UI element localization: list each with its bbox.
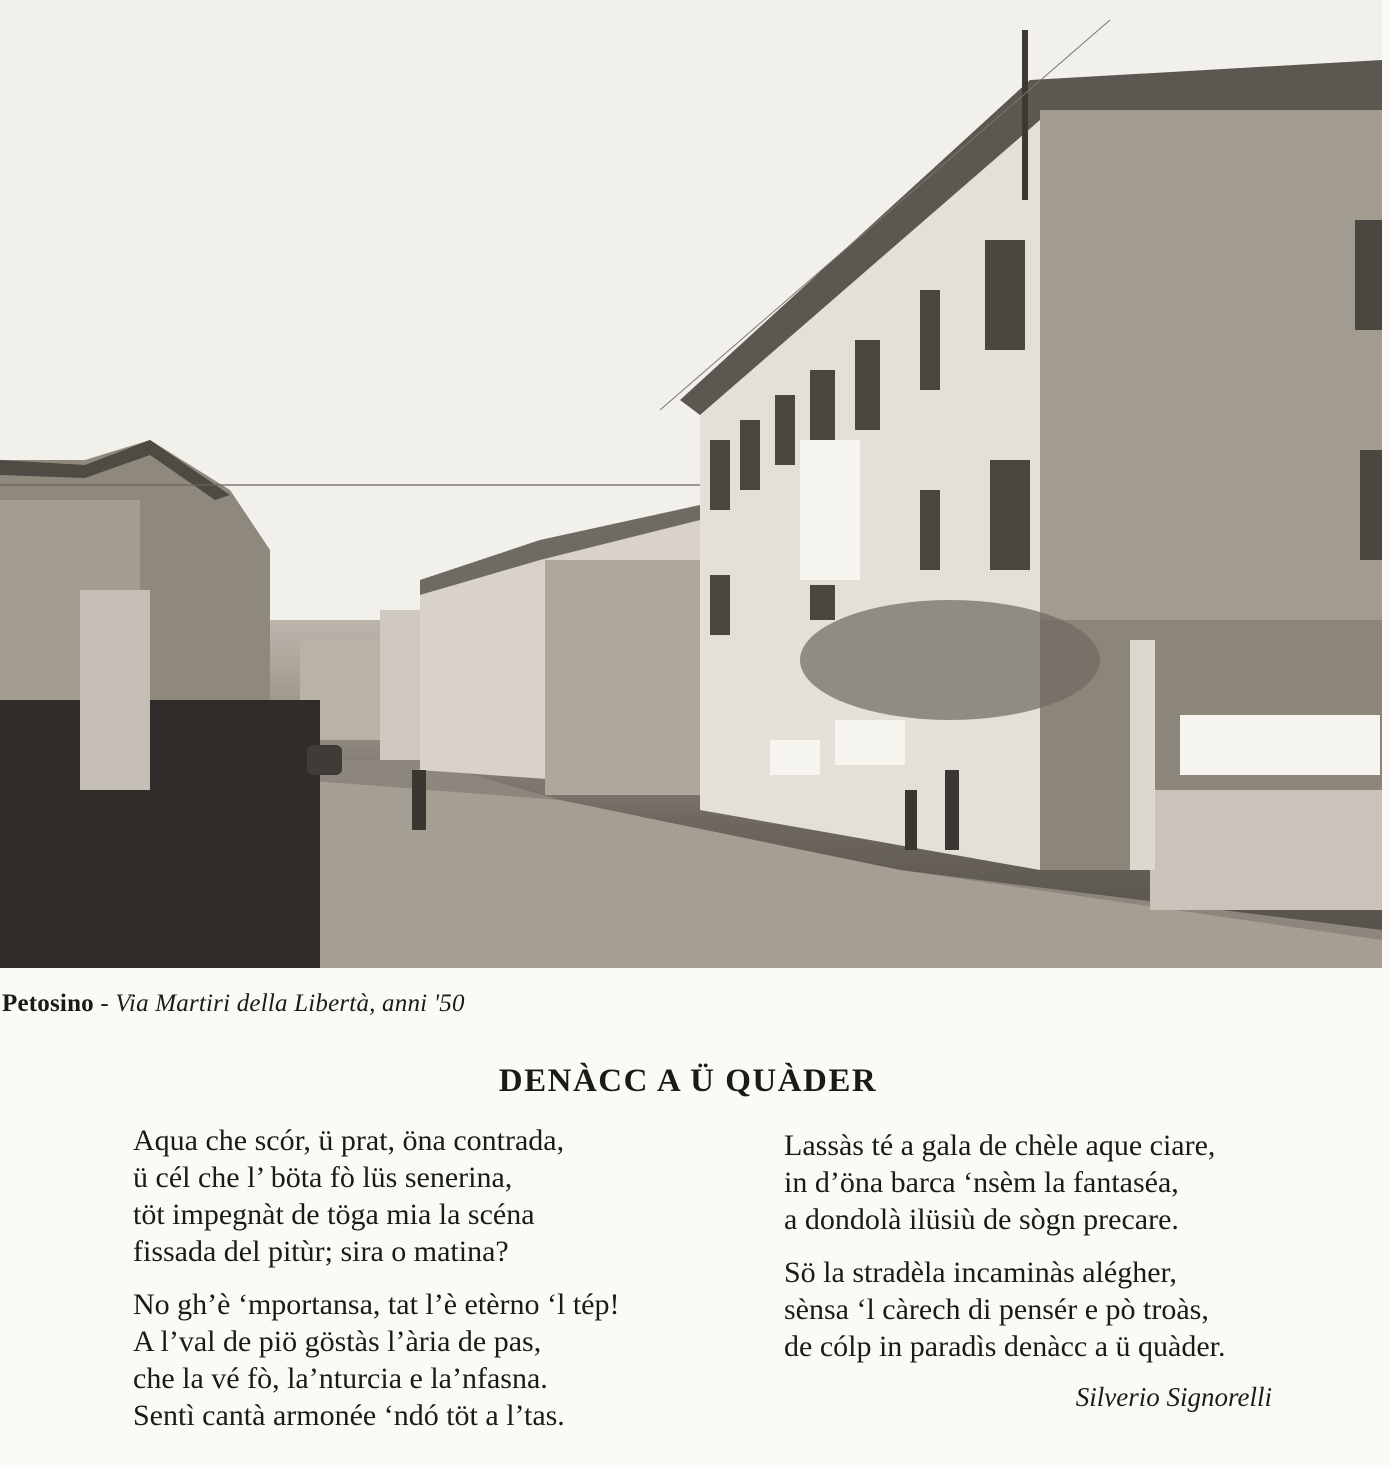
verse-line: fissada del pitùr; sira o matina? (133, 1235, 509, 1268)
poem-author: Silverio Signorelli (1075, 1382, 1272, 1412)
stanza (784, 1127, 1225, 1238)
caption-description: Via Martiri della Libertà, anni '50 (115, 990, 465, 1017)
photo-caption (2, 990, 465, 1018)
poem-title: DENÀCC A Ü QUÀDER (498, 1063, 878, 1099)
verse-line: de cólp in paradìs denàcc a ü quàder. (784, 1330, 1226, 1363)
stanza (784, 1254, 1225, 1365)
poem-left-column (133, 1122, 619, 1450)
stanza (133, 1286, 619, 1434)
verse-line: Aqua che scór, ü prat, öna contrada, (133, 1124, 565, 1157)
poem-right-column (784, 1127, 1225, 1381)
caption-place: Petosino (2, 990, 94, 1017)
caption-separator: - (93, 990, 116, 1017)
stanza (133, 1122, 619, 1270)
verse-line: sènsa ‘l càrech di pensér e pò troàs, (784, 1293, 1209, 1326)
verse-line: töt impegnàt de töga mia la scéna (133, 1198, 535, 1231)
verse-line: No gh’è ‘mportansa, tat l’è etèrno ‘l tép! (133, 1288, 620, 1321)
verse-line: Sö la stradèla incaminàs alégher, (784, 1256, 1177, 1289)
verse-line: Lassàs té a gala de chèle aque ciare, (784, 1129, 1216, 1162)
verse-line: che la vé fò, la’nturcia e la’nfasna. (133, 1362, 548, 1395)
verse-line: A l’val de piö göstàs l’ària de pas, (133, 1325, 542, 1358)
verse-line: Sentì cantà armonée ‘ndó töt a l’tas. (133, 1399, 565, 1432)
verse-line: in d’öna barca ‘nsèm la fantaséa, (784, 1166, 1179, 1199)
verse-line: a dondolà ilüsiù de sògn precare. (784, 1203, 1179, 1236)
verse-line: ü cél che l’ böta fò lüs senerina, (133, 1161, 513, 1194)
